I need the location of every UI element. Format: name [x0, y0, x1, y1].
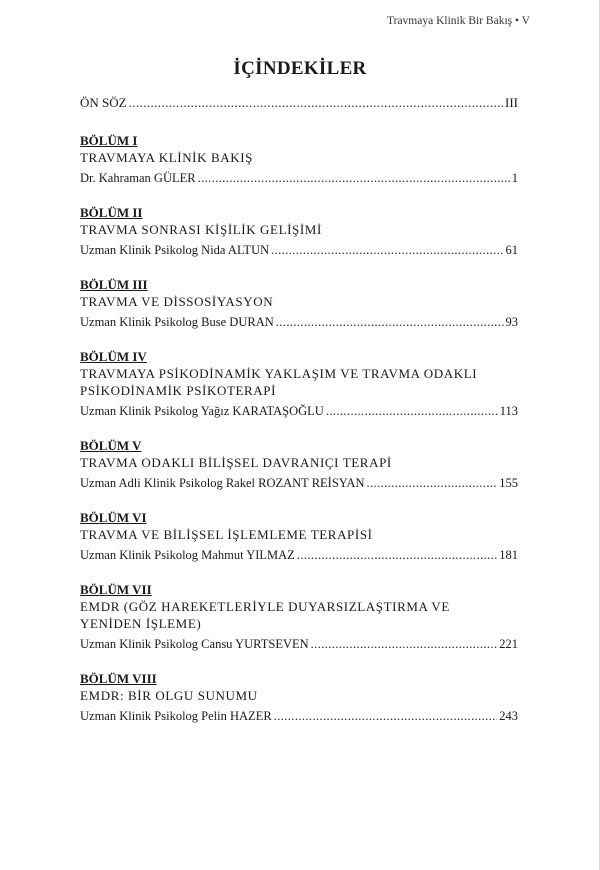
toc-title: İÇİNDEKİLER	[233, 58, 367, 79]
chapter-author-line	[80, 547, 518, 564]
chapter-label: BÖLÜM VI	[80, 510, 147, 525]
dot-leader	[271, 242, 503, 259]
chapter-page-number: 93	[505, 315, 518, 329]
chapter-title-line: TRAVMA VE DİSSOSİYASYON	[80, 294, 274, 309]
chapter-title-line: EMDR (GÖZ HAREKETLERİYLE DUYARSIZLAŞTIRMA VE	[80, 599, 450, 614]
chapter-title	[80, 526, 518, 543]
chapter-page-number: 243	[499, 709, 518, 723]
chapter-page-number: 1	[511, 171, 518, 185]
chapter-author-line	[80, 708, 518, 725]
dot-leader	[326, 403, 498, 420]
toc-chapter-entry-6[interactable]	[80, 510, 518, 564]
dot-leader	[274, 708, 498, 725]
chapter-title-line: TRAVMA VE BİLİŞSEL İŞLEMLEME TERAPİSİ	[80, 527, 373, 542]
chapter-label: BÖLÜM IV	[80, 349, 147, 364]
toc-chapter-entry-4[interactable]	[80, 349, 518, 420]
chapter-page-number: 221	[499, 637, 518, 651]
dot-leader	[198, 170, 510, 187]
chapter-title-line: TRAVMA ODAKLI BİLİŞSEL DAVRANIÇI TERAPİ	[80, 455, 392, 470]
chapter-author-line	[80, 636, 518, 653]
toc-chapter-entry-5[interactable]	[80, 438, 518, 492]
chapter-author-line	[80, 170, 518, 187]
chapter-author-line	[80, 403, 518, 420]
chapter-author: Uzman Klinik Psikolog Pelin HAZER	[80, 709, 272, 723]
toc-chapter-entry-1[interactable]	[80, 133, 518, 187]
dot-leader	[276, 314, 504, 331]
running-header: Travmaya Klinik Bir Bakış • V	[387, 15, 530, 27]
chapter-title	[80, 293, 518, 310]
chapter-page-number: 61	[505, 243, 518, 257]
chapter-author-line	[80, 475, 518, 492]
chapter-title-line: PSİKODİNAMİK PSİKOTERAPİ	[80, 383, 277, 398]
chapter-list	[80, 133, 518, 725]
chapter-author: Uzman Klinik Psikolog Cansu YURTSEVEN	[80, 637, 309, 651]
chapter-label: BÖLÜM V	[80, 438, 142, 453]
dot-leader	[367, 475, 498, 492]
toc-entry-preface[interactable]	[80, 94, 518, 111]
chapter-author: Uzman Klinik Psikolog Buse DURAN	[80, 315, 274, 329]
chapter-author: Uzman Klinik Psikolog Yağız KARATAŞOĞLU	[80, 404, 324, 418]
toc-chapter-entry-8[interactable]	[80, 671, 518, 725]
chapter-title	[80, 687, 518, 704]
chapter-title	[80, 365, 518, 399]
chapter-author-line	[80, 242, 518, 259]
chapter-author: Uzman Adli Klinik Psikolog Rakel ROZANT REİSYAN	[80, 476, 365, 490]
chapter-title	[80, 221, 518, 238]
table-of-contents	[80, 94, 518, 743]
chapter-title-line: TRAVMA SONRASI KİŞİLİK GELİŞİMİ	[80, 222, 322, 237]
chapter-title-line: TRAVMAYA KLİNİK BAKIŞ	[80, 150, 253, 165]
dot-leader	[129, 94, 503, 111]
dot-leader	[311, 636, 498, 653]
toc-chapter-entry-2[interactable]	[80, 205, 518, 259]
chapter-title	[80, 454, 518, 471]
chapter-author-line	[80, 314, 518, 331]
chapter-label: BÖLÜM I	[80, 133, 138, 148]
chapter-label: BÖLÜM VII	[80, 582, 152, 597]
chapter-title-line: TRAVMAYA PSİKODİNAMİK YAKLAŞIM VE TRAVMA ODAKLI	[80, 366, 478, 381]
chapter-page-number: 181	[499, 548, 518, 562]
toc-chapter-entry-3[interactable]	[80, 277, 518, 331]
toc-chapter-entry-7[interactable]	[80, 582, 518, 653]
preface-page-number: III	[505, 95, 518, 110]
chapter-label: BÖLÜM III	[80, 277, 148, 292]
chapter-page-number: 155	[499, 476, 518, 490]
chapter-title	[80, 598, 518, 632]
preface-label: ÖN SÖZ	[80, 95, 127, 110]
chapter-author: Uzman Klinik Psikolog Mahmut YILMAZ	[80, 548, 295, 562]
chapter-title-line: EMDR: BİR OLGU SUNUMU	[80, 688, 258, 703]
chapter-title	[80, 149, 518, 166]
chapter-label: BÖLÜM II	[80, 205, 143, 220]
chapter-page-number: 113	[499, 404, 518, 418]
chapter-title-line: YENİDEN İŞLEME)	[80, 616, 202, 631]
chapter-label: BÖLÜM VIII	[80, 671, 157, 686]
chapter-author: Dr. Kahraman GÜLER	[80, 171, 196, 185]
chapter-author: Uzman Klinik Psikolog Nida ALTUN	[80, 243, 270, 257]
dot-leader	[297, 547, 497, 564]
